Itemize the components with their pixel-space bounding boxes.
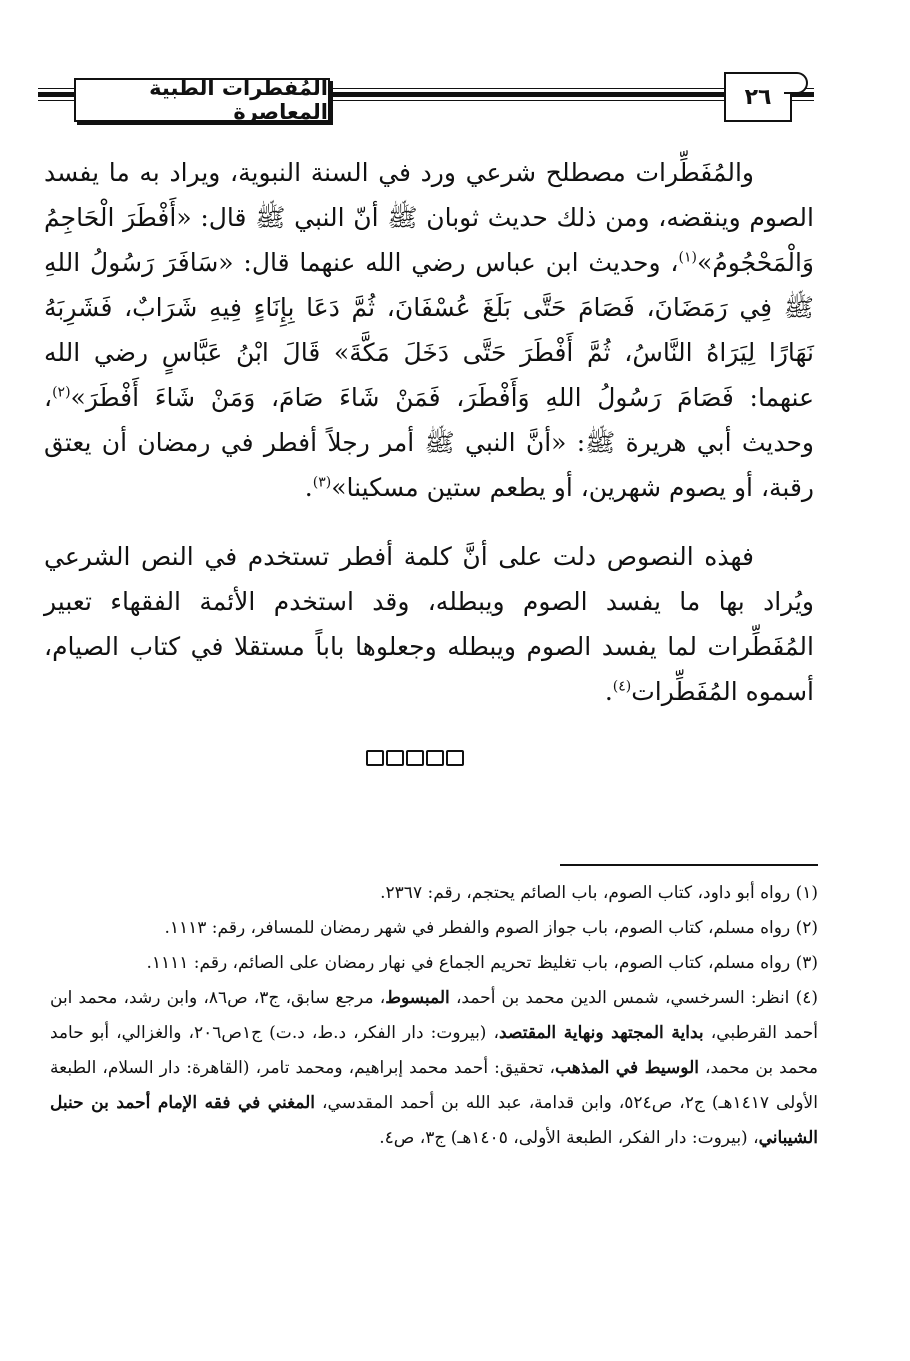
paragraph-1-text-b: ، وحديث ابن عباس رضي الله عنهما قال: «سَافَرَ رَسُولُ اللهِ ﷺ فِي رَمَضَانَ، فَصَامَ حَتَّى بَلَغَ عُسْفَانَ، ثُمَّ دَعَا بِإِنَاءٍ فِيهِ شَرَابٌ، فَشَرِبَهُ نَهَارًا لِيَرَاهُ النَّاسُ، ثُمَّ أَفْطَرَ حَتَّى دَخَلَ مَكَّةَ» قَالَ ابْنُ عَبَّاسٍ رضي الله عنهما: فَصَامَ رَسُولُ اللهِ وَأَفْطَرَ، فَمَنْ شَاءَ صَامَ، وَمَنْ شَاءَ أَفْطَرَ» <box>44 248 814 412</box>
footnote-1: (١) رواه أبو داود، كتاب الصوم، باب الصائم يحتجم، رقم: ٢٣٦٧. <box>380 883 818 903</box>
paragraph-1-text-c: ، وحديث أبي هريرة ﷺ: «أنَّ النبي ﷺ أمر رجلاً أفطر في رمضان أن يعتق رقبة، أو يصوم شهرين، أو يطعم ستين مسكينا» <box>44 383 814 502</box>
footnote-4-title-mughni: المغني في فقه الإمام أحمد بن حنبل الشيباني <box>50 1093 818 1148</box>
footnote-4-title-wasit: الوسيط في المذهب <box>555 1058 699 1078</box>
footnote-ref-3[interactable]: (٣) <box>312 474 332 491</box>
footnote-4-text-d: ، تحقيق: أحمد محمد إبراهيم، ومحمد تامر، (القاهرة: دار السلام، الطبعة الأولى ١٤١٧هـ) ج٢، ص٥٢٤، وابن قدامة، عبد الله بن أحمد المقدسي، <box>50 1058 818 1113</box>
footnote-4-title-mabsut: المبسوط <box>385 988 450 1008</box>
footnote-separator <box>560 864 818 866</box>
section-divider-ornament <box>366 750 464 766</box>
footnote-4-text-a: (٤) انظر: السرخسي، شمس الدين محمد بن أحمد، <box>449 988 818 1008</box>
page-header <box>38 62 814 122</box>
scroll-ornament-icon <box>784 72 808 94</box>
footnote-3: (٣) رواه مسلم، كتاب الصوم، باب تغليظ تحريم الجماع في نهار رمضان على الصائم، رقم: ١١١١. <box>146 953 818 973</box>
footnote-4-text-e: ، (بيروت: دار الفكر، الطبعة الأولى، ١٤٠٥هـ) ج٣، ص٤. <box>379 1128 759 1148</box>
ornament-box-icon <box>386 750 404 766</box>
footnote-4-text-b: ، مرجع سابق، ج٣، ص٨٦، وابن رشد، محمد ابن أحمد القرطبي، <box>50 988 819 1043</box>
footnote-ref-1[interactable]: (١) <box>678 249 697 266</box>
footnote-2: (٢) رواه مسلم، كتاب الصوم، باب جواز الصوم والفطر في شهر رمضان للمسافر، رقم: ١١١٣. <box>164 918 818 938</box>
footnote-4-title-bidaya: بداية المجتهد ونهاية المقتصد <box>499 1023 704 1043</box>
paragraph-2 <box>44 534 814 714</box>
ornament-box-icon <box>366 750 384 766</box>
paragraph-2-text-b: . <box>604 677 613 706</box>
page-number: ٢٦ <box>724 72 792 122</box>
paragraph-2-text-a: فهذه النصوص دلت على أنَّ كلمة أفطر تستخدم في النص الشرعي ويُراد بها ما يفسد الصوم ويبطله، وقد استخدم الأئمة الفقهاء تعبير المُفَطِّرات لما يفسد الصوم ويبطله وجعلوها باباً مستقلا في كتاب الصيام، أسموه المُفَطِّرات <box>44 542 814 706</box>
ornament-box-icon <box>426 750 444 766</box>
footnote-4 <box>50 981 818 1156</box>
footnote-4-text-c: ، (بيروت: دار الفكر، د.ط، د.ت) ج١ص٢٠٦، والغزالي، أبو حامد محمد بن محمد، <box>50 1023 818 1078</box>
paragraph-1-text-d: . <box>304 473 313 502</box>
ornament-box-icon <box>406 750 424 766</box>
paragraph-1-text-a: والمُفَطِّرات مصطلح شرعي ورد في السنة النبوية، ويراد به ما يفسد الصوم وينقضه، ومن ذلك حديث ثوبان ﷺ أنّ النبي ﷺ قال: «أَفْطَرَ الْحَاجِمُ وَالْمَحْجُومُ» <box>44 158 814 277</box>
ornament-box-icon <box>446 750 464 766</box>
running-title: المُفطرات الطبية المعاصرة <box>74 78 330 122</box>
footnotes <box>50 876 818 1156</box>
footnote-ref-2[interactable]: (٢) <box>52 384 71 401</box>
paragraph-1 <box>44 150 814 510</box>
main-text <box>44 150 814 714</box>
footnote-ref-4[interactable]: (٤) <box>612 678 632 695</box>
